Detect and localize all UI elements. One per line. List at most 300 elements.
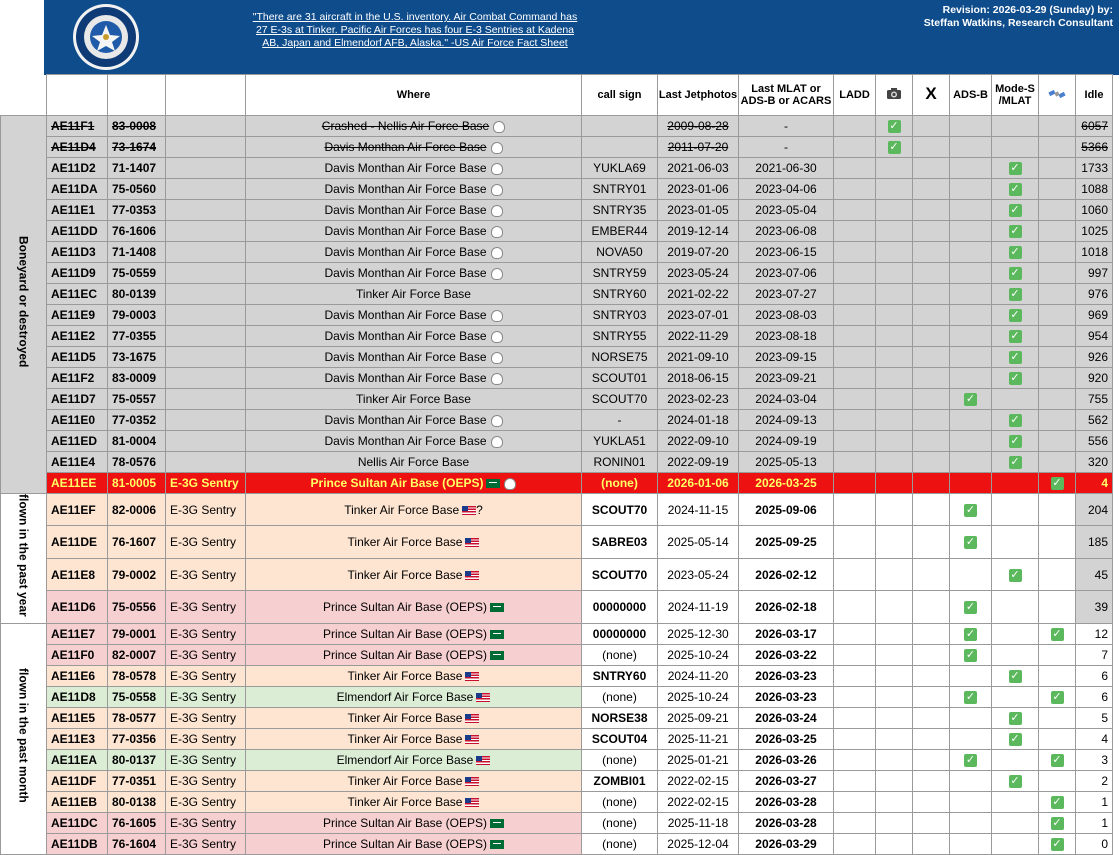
hex-code-cell: AE11E6 — [47, 665, 108, 686]
modes-check-cell — [992, 284, 1039, 305]
satellite-check-cell — [1039, 791, 1076, 812]
last-mlat-cell: 2024-03-04 — [739, 389, 834, 410]
last-mlat-cell: 2026-02-12 — [739, 558, 834, 590]
modes-check-cell — [992, 623, 1039, 644]
last-jetphotos-cell: 2025-01-21 — [658, 749, 739, 770]
satellite-check-cell — [1039, 812, 1076, 833]
hex-code-cell: AE11EA — [47, 749, 108, 770]
callsign-cell: (none) — [582, 686, 658, 707]
adsb-check-cell — [950, 347, 992, 368]
callsign-cell: SCOUT70 — [582, 389, 658, 410]
modes-check-cell — [992, 770, 1039, 791]
modes-check-cell — [992, 305, 1039, 326]
header-modes: Mode-S /MLAT — [992, 75, 1039, 116]
type-cell: E-3G Sentry — [166, 833, 246, 854]
table-row — [1, 326, 1113, 347]
callsign-cell: SCOUT01 — [582, 368, 658, 389]
callsign-cell: SNTRY03 — [582, 305, 658, 326]
hex-code-cell: AE11DF — [47, 770, 108, 791]
x-check-cell — [913, 116, 950, 137]
location-cell — [246, 347, 582, 368]
fact-sheet-quote-link[interactable]: "There are 31 aircraft in the U.S. inventory. Air Combat Command has 27 E-3s at Tinker. Pacific Air Forces has four E-3 Sentries at Kadena AB, Japan and Elmendorf AFB, Alaska." -US Air Force Fact Sheet — [252, 11, 578, 49]
camera-check-cell — [876, 494, 913, 526]
x-check-cell — [913, 833, 950, 854]
last-jetphotos-cell: 2024-01-18 — [658, 410, 739, 431]
adsb-check-cell — [950, 452, 992, 473]
last-jetphotos-cell: 2018-06-15 — [658, 368, 739, 389]
camera-check-cell — [876, 221, 913, 242]
hex-code-cell: AE11D5 — [47, 347, 108, 368]
callsign-cell: EMBER44 — [582, 221, 658, 242]
type-cell: E-3G Sentry — [166, 749, 246, 770]
location-cell — [246, 812, 582, 833]
callsign-cell: YUKLA69 — [582, 158, 658, 179]
serial-cell: 79-0003 — [108, 305, 166, 326]
hex-code-cell: AE11DC — [47, 812, 108, 833]
serial-cell: 71-1407 — [108, 158, 166, 179]
location-text: Prince Sultan Air Base (OEPS) — [322, 599, 488, 614]
hex-code-cell: AE11DB — [47, 833, 108, 854]
check-mark-icon: ✓ — [965, 504, 976, 517]
location-cell — [246, 623, 582, 644]
location-text: Davis Monthan Air Force Base — [324, 203, 487, 217]
location-text: Crashed - Nellis Air Force Base — [321, 119, 490, 133]
adsb-check-cell — [950, 644, 992, 665]
satellite-check-cell — [1039, 263, 1076, 284]
modes-check-cell — [992, 812, 1039, 833]
skull-icon — [491, 226, 503, 238]
table-row — [1, 389, 1113, 410]
idle-days-cell: 969 — [1076, 305, 1113, 326]
last-mlat-cell: 2026-03-29 — [739, 833, 834, 854]
hex-code-cell: AE11D6 — [47, 591, 108, 623]
location-cell — [246, 686, 582, 707]
camera-check-cell — [876, 644, 913, 665]
ladd-cell — [834, 179, 876, 200]
callsign-cell: SNTRY60 — [582, 284, 658, 305]
location-text: Tinker Air Force Base — [356, 287, 471, 301]
location-text: Elmendorf Air Force Base — [336, 752, 474, 767]
modes-check-cell — [992, 473, 1039, 494]
saudi-flag-icon — [490, 651, 504, 660]
modes-check-cell — [992, 591, 1039, 623]
location-cell — [246, 728, 582, 749]
idle-days-cell: 3 — [1076, 749, 1113, 770]
serial-cell: 80-0137 — [108, 749, 166, 770]
x-check-cell — [913, 326, 950, 347]
last-mlat-cell: 2021-06-30 — [739, 158, 834, 179]
location-text: Tinker Air Force Base — [347, 731, 463, 746]
x-check-cell — [913, 137, 950, 158]
check-mark-icon: ✓ — [1052, 838, 1062, 851]
adsb-check-cell — [950, 137, 992, 158]
hex-code-cell: AE11E7 — [47, 623, 108, 644]
modes-check-cell — [992, 347, 1039, 368]
satellite-check-cell — [1039, 410, 1076, 431]
table-row — [1, 452, 1113, 473]
location-cell — [246, 833, 582, 854]
modes-check-cell — [992, 749, 1039, 770]
check-mark-icon: ✓ — [1010, 330, 1020, 343]
callsign-cell: (none) — [582, 473, 658, 494]
serial-cell: 79-0001 — [108, 623, 166, 644]
us-flag-icon — [465, 538, 479, 547]
last-mlat-cell: 2026-03-25 — [739, 728, 834, 749]
type-cell — [166, 179, 246, 200]
last-jetphotos-cell: 2023-01-05 — [658, 200, 739, 221]
callsign-cell: (none) — [582, 644, 658, 665]
camera-check-cell — [876, 728, 913, 749]
last-jetphotos-cell: 2024-11-19 — [658, 591, 739, 623]
x-check-cell — [913, 305, 950, 326]
x-check-cell — [913, 200, 950, 221]
adsb-check-cell — [950, 326, 992, 347]
serial-cell: 71-1408 — [108, 242, 166, 263]
location-cell — [246, 200, 582, 221]
modes-check-cell — [992, 686, 1039, 707]
location-text: Prince Sultan Air Base (OEPS) — [322, 626, 488, 641]
idle-days-cell: 4 — [1076, 728, 1113, 749]
satellite-check-cell — [1039, 221, 1076, 242]
serial-cell: 75-0558 — [108, 686, 166, 707]
last-mlat-cell: 2023-08-18 — [739, 326, 834, 347]
location-cell — [246, 526, 582, 558]
camera-check-cell — [876, 137, 913, 158]
callsign-cell: (none) — [582, 791, 658, 812]
modes-check-cell — [992, 368, 1039, 389]
location-cell — [246, 591, 582, 623]
adsb-check-cell — [950, 665, 992, 686]
location-text: Tinker Air Force Base — [347, 668, 463, 683]
adsb-check-cell — [950, 473, 992, 494]
satellite-check-cell — [1039, 242, 1076, 263]
us-flag-icon — [476, 756, 490, 765]
location-text: Tinker Air Force Base — [347, 794, 463, 809]
type-cell — [166, 242, 246, 263]
ladd-cell — [834, 116, 876, 137]
satellite-check-cell — [1039, 116, 1076, 137]
table-row — [1, 242, 1113, 263]
location-text: Tinker Air Force Base — [356, 392, 471, 406]
location-cell — [246, 410, 582, 431]
serial-cell: 76-1607 — [108, 526, 166, 558]
header-blank — [1, 75, 47, 116]
table-row — [1, 623, 1113, 644]
idle-days-cell: 755 — [1076, 389, 1113, 410]
banner-corner — [0, 0, 44, 75]
type-cell — [166, 431, 246, 452]
table-row — [1, 665, 1113, 686]
callsign-cell: ZOMBI01 — [582, 770, 658, 791]
table-row — [1, 558, 1113, 590]
x-check-cell — [913, 284, 950, 305]
idle-days-cell: 39 — [1076, 591, 1113, 623]
serial-cell: 75-0556 — [108, 591, 166, 623]
x-check-cell — [913, 749, 950, 770]
x-logo-icon: X — [925, 84, 937, 103]
header-hex — [47, 75, 108, 116]
adsb-check-cell — [950, 410, 992, 431]
modes-check-cell — [992, 389, 1039, 410]
serial-cell: 77-0351 — [108, 770, 166, 791]
x-check-cell — [913, 526, 950, 558]
camera-check-cell — [876, 347, 913, 368]
x-check-cell — [913, 242, 950, 263]
hex-code-cell: AE11DD — [47, 221, 108, 242]
x-check-cell — [913, 707, 950, 728]
last-jetphotos-cell: 2025-12-04 — [658, 833, 739, 854]
location-text: Davis Monthan Air Force Base — [324, 245, 487, 259]
satellite-check-cell — [1039, 644, 1076, 665]
camera-check-cell — [876, 116, 913, 137]
last-mlat-cell: 2026-03-23 — [739, 686, 834, 707]
type-cell: E-3G Sentry — [166, 728, 246, 749]
callsign-cell: SNTRY55 — [582, 326, 658, 347]
camera-check-cell — [876, 791, 913, 812]
x-check-cell — [913, 591, 950, 623]
last-mlat-cell: 2023-08-03 — [739, 305, 834, 326]
last-jetphotos-cell: 2022-11-29 — [658, 326, 739, 347]
serial-cell: 77-0355 — [108, 326, 166, 347]
satellite-check-cell — [1039, 452, 1076, 473]
callsign-cell: SCOUT70 — [582, 494, 658, 526]
e3-sentry-table — [0, 74, 1113, 855]
satellite-icon — [1048, 87, 1066, 101]
ladd-cell — [834, 410, 876, 431]
table-row — [1, 116, 1113, 137]
last-jetphotos-cell: 2025-11-18 — [658, 812, 739, 833]
satellite-check-cell — [1039, 431, 1076, 452]
last-jetphotos-cell: 2025-05-14 — [658, 526, 739, 558]
last-jetphotos-cell: 2023-05-24 — [658, 558, 739, 590]
last-jetphotos-cell: 2025-09-21 — [658, 707, 739, 728]
ladd-cell — [834, 221, 876, 242]
modes-check-cell — [992, 558, 1039, 590]
callsign-cell — [582, 137, 658, 158]
group-label-boneyard — [1, 116, 47, 494]
serial-cell: 82-0007 — [108, 644, 166, 665]
satellite-check-cell — [1039, 473, 1076, 494]
last-jetphotos-cell: 2025-11-21 — [658, 728, 739, 749]
last-mlat-cell: 2026-03-28 — [739, 791, 834, 812]
camera-icon — [886, 87, 902, 100]
hex-code-cell: AE11E4 — [47, 452, 108, 473]
last-jetphotos-cell: 2024-11-20 — [658, 665, 739, 686]
adsb-check-cell — [950, 623, 992, 644]
camera-check-cell — [876, 591, 913, 623]
ladd-cell — [834, 791, 876, 812]
type-cell — [166, 326, 246, 347]
type-cell: E-3G Sentry — [166, 644, 246, 665]
x-check-cell — [913, 623, 950, 644]
check-mark-icon: ✓ — [965, 601, 976, 614]
satellite-check-cell — [1039, 728, 1076, 749]
type-cell: E-3G Sentry — [166, 473, 246, 494]
serial-cell: 82-0006 — [108, 494, 166, 526]
us-flag-icon — [465, 672, 479, 681]
check-mark-icon: ✓ — [1010, 435, 1020, 448]
serial-cell: 79-0002 — [108, 558, 166, 590]
saudi-flag-icon — [486, 479, 500, 488]
revision-info — [813, 4, 1113, 30]
x-check-cell — [913, 728, 950, 749]
adsb-check-cell — [950, 284, 992, 305]
skull-icon — [491, 184, 503, 196]
location-text: Davis Monthan Air Force Base — [324, 182, 487, 196]
location-text: Tinker Air Force Base — [347, 710, 463, 725]
camera-check-cell — [876, 431, 913, 452]
us-flag-icon — [465, 714, 479, 723]
modes-check-cell — [992, 158, 1039, 179]
satellite-check-cell — [1039, 526, 1076, 558]
last-mlat-cell: 2023-04-06 — [739, 179, 834, 200]
satellite-check-cell — [1039, 158, 1076, 179]
skull-icon — [491, 331, 503, 343]
location-text: Tinker Air Force Base — [344, 502, 460, 517]
skull-icon — [491, 163, 503, 175]
hex-code-cell: AE11D8 — [47, 686, 108, 707]
location-text: Prince Sultan Air Base (OEPS) — [322, 647, 488, 662]
satellite-check-cell — [1039, 558, 1076, 590]
ladd-cell — [834, 305, 876, 326]
location-cell — [246, 791, 582, 812]
camera-check-cell — [876, 770, 913, 791]
camera-check-cell — [876, 623, 913, 644]
serial-cell: 77-0352 — [108, 410, 166, 431]
check-mark-icon: ✓ — [1052, 796, 1062, 809]
skull-icon — [491, 436, 503, 448]
header-banner — [0, 0, 1119, 75]
check-mark-icon: ✓ — [889, 120, 899, 133]
callsign-cell: SNTRY60 — [582, 665, 658, 686]
last-mlat-cell: 2023-09-15 — [739, 347, 834, 368]
callsign-cell: RONIN01 — [582, 452, 658, 473]
hex-code-cell: AE11EC — [47, 284, 108, 305]
idle-days-cell: 6 — [1076, 686, 1113, 707]
serial-cell: 73-1675 — [108, 347, 166, 368]
modes-check-cell — [992, 179, 1039, 200]
ladd-cell — [834, 526, 876, 558]
hex-code-cell: AE11EB — [47, 791, 108, 812]
idle-days-cell: 320 — [1076, 452, 1113, 473]
header-where: Where — [246, 75, 582, 116]
camera-check-cell — [876, 200, 913, 221]
camera-check-cell — [876, 410, 913, 431]
location-cell — [246, 770, 582, 791]
header-satellite — [1039, 75, 1076, 116]
header-last-jetphotos: Last Jetphotos — [658, 75, 739, 116]
last-mlat-cell: 2023-07-27 — [739, 284, 834, 305]
satellite-check-cell — [1039, 686, 1076, 707]
last-mlat-cell: 2026-03-23 — [739, 665, 834, 686]
satellite-check-cell — [1039, 137, 1076, 158]
callsign-cell: SABRE03 — [582, 526, 658, 558]
hex-code-cell: AE11D2 — [47, 158, 108, 179]
x-check-cell — [913, 410, 950, 431]
idle-days-cell: 1025 — [1076, 221, 1113, 242]
last-mlat-cell: 2024-09-19 — [739, 431, 834, 452]
location-text: Davis Monthan Air Force Base — [324, 329, 487, 343]
modes-check-cell — [992, 526, 1039, 558]
location-cell — [246, 158, 582, 179]
ladd-cell — [834, 137, 876, 158]
hex-code-cell: AE11EE — [47, 473, 108, 494]
idle-days-cell: 1733 — [1076, 158, 1113, 179]
idle-days-cell: 556 — [1076, 431, 1113, 452]
x-check-cell — [913, 263, 950, 284]
ladd-cell — [834, 833, 876, 854]
check-mark-icon: ✓ — [1010, 712, 1020, 725]
header-type — [166, 75, 246, 116]
callsign-cell: NORSE75 — [582, 347, 658, 368]
idle-days-cell: 1060 — [1076, 200, 1113, 221]
ladd-cell — [834, 473, 876, 494]
adsb-check-cell — [950, 221, 992, 242]
adsb-check-cell — [950, 526, 992, 558]
idle-days-cell: 926 — [1076, 347, 1113, 368]
serial-cell: 76-1604 — [108, 833, 166, 854]
modes-check-cell — [992, 137, 1039, 158]
type-cell: E-3G Sentry — [166, 812, 246, 833]
ladd-cell — [834, 452, 876, 473]
skull-icon — [491, 268, 503, 280]
x-check-cell — [913, 389, 950, 410]
type-cell: E-3G Sentry — [166, 526, 246, 558]
us-flag-icon — [465, 777, 479, 786]
table-row — [1, 473, 1113, 494]
table-row — [1, 284, 1113, 305]
header-x — [913, 75, 950, 116]
table-row — [1, 591, 1113, 623]
table-row — [1, 812, 1113, 833]
revision-author: Steffan Watkins, Research Consultant — [923, 17, 1113, 29]
modes-check-cell — [992, 644, 1039, 665]
callsign-cell: YUKLA51 — [582, 431, 658, 452]
x-check-cell — [913, 431, 950, 452]
group-label-boneyard-text: Boneyard or destroyed — [16, 235, 31, 368]
last-mlat-cell: - — [739, 116, 834, 137]
location-text: Prince Sultan Air Base (OEPS) — [322, 836, 488, 851]
location-text: Davis Monthan Air Force Base — [324, 308, 487, 322]
table-row — [1, 686, 1113, 707]
adsb-check-cell — [950, 200, 992, 221]
check-mark-icon: ✓ — [1010, 162, 1020, 175]
serial-cell: 75-0557 — [108, 389, 166, 410]
x-check-cell — [913, 494, 950, 526]
location-cell — [246, 558, 582, 590]
table-header-row — [1, 75, 1113, 116]
last-jetphotos-cell: 2025-10-24 — [658, 644, 739, 665]
serial-cell: 81-0004 — [108, 431, 166, 452]
adsb-check-cell — [950, 116, 992, 137]
table-row — [1, 179, 1113, 200]
callsign-cell: NORSE38 — [582, 707, 658, 728]
x-check-cell — [913, 158, 950, 179]
hex-code-cell: AE11F0 — [47, 644, 108, 665]
last-jetphotos-cell: 2026-01-06 — [658, 473, 739, 494]
location-cell — [246, 179, 582, 200]
modes-check-cell — [992, 431, 1039, 452]
last-jetphotos-cell: 2022-09-10 — [658, 431, 739, 452]
satellite-check-cell — [1039, 179, 1076, 200]
ladd-cell — [834, 749, 876, 770]
adsb-check-cell — [950, 389, 992, 410]
hex-code-cell: AE11ED — [47, 431, 108, 452]
table-row — [1, 833, 1113, 854]
last-jetphotos-cell: 2019-12-14 — [658, 221, 739, 242]
idle-days-cell: 997 — [1076, 263, 1113, 284]
table-row — [1, 410, 1113, 431]
